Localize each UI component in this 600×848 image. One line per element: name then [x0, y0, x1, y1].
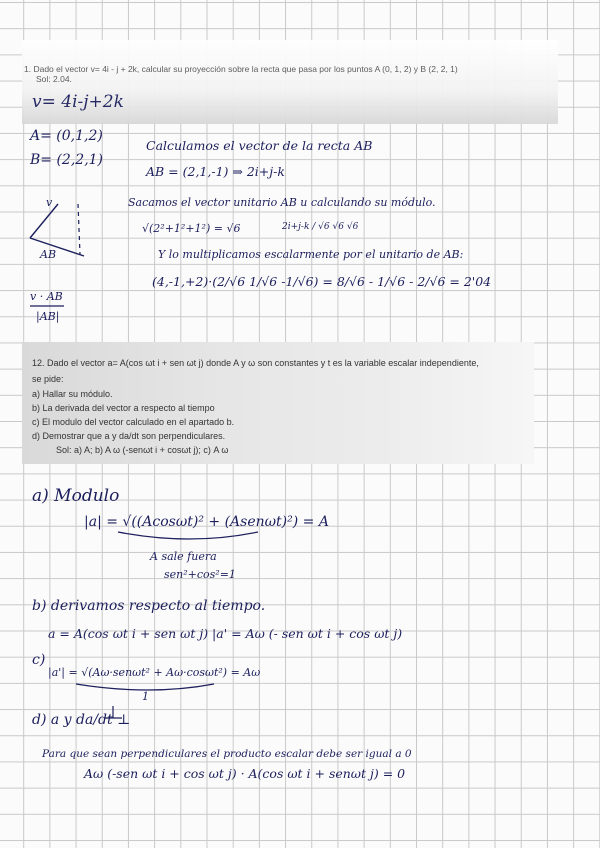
diagram-ab-line [30, 238, 84, 256]
unit-vector: 2i+j-k / √6 √6 √6 [282, 222, 359, 232]
problem-12-item-d: d) Demostrar que a y da/dt son perpendiculares. [32, 431, 226, 441]
diagram-projection-line [78, 204, 80, 254]
problem-12-item-b: b) La derivada del vector a respecto al tiempo [32, 403, 215, 413]
problem-12-line1: 12. Dado el vector a= A(cos ωt i + sen ωt j) donde A y ω son constantes y t es la variable escalar independiente, [32, 358, 479, 368]
point-a: A= (0,1,2) [30, 128, 103, 144]
brace-a [118, 532, 258, 539]
problem-1-text: 1. Dado el vector v= 4i - j + 2k, calcular su proyección sobre la recta que pasa por los puntos A (0, 1, 2) y B (2, 2, 1) [24, 64, 458, 74]
part-c-label: c) [32, 652, 46, 668]
part-b-title: b) derivamos respecto al tiempo. [32, 598, 266, 614]
diagram-v-line [30, 204, 58, 238]
part-d-label: d) a y da/dt ⊥ [32, 712, 131, 728]
diagram-label-v: v [46, 196, 53, 209]
point-b: B= (2,2,1) [30, 152, 104, 168]
problem-12-line2: se pide: [32, 374, 64, 384]
part-a-title: a) Modulo [32, 486, 120, 506]
part-b-formula: a = A(cos ωt i + sen ωt j) |a' = Aω (- sen ωt i + cos ωt j) [48, 626, 403, 641]
work1-line1: Calculamos el vector de la recta AB [146, 138, 373, 153]
work1-line2: AB = (2,1,-1) ⇒ 2i+j-k [146, 164, 285, 179]
work1-line3: Sacamos el vector unitario AB u calculando su módulo. [128, 196, 436, 209]
problem-12-statement-box [22, 342, 534, 464]
problem-1-solution: Sol: 2.04. [36, 74, 72, 84]
part-d-formula: Aω (-sen ωt i + cos ωt j) · A(cos ωt i + senωt j) = 0 [84, 766, 406, 781]
part-c-note: 1 [142, 690, 149, 703]
problem-12-item-c: c) El modulo del vector calculado en el apartado b. [32, 417, 235, 427]
part-a-note1: A sale fuera [150, 550, 217, 563]
work1-line4: Y lo multiplicamos escalarmente por el unitario de AB: [158, 248, 464, 261]
modulus-calc: √(2²+1²+1²) = √6 [142, 222, 241, 235]
part-c-formula: |a'| = √(Aω·senωt² + Aω·cosωt²) = Aω [48, 666, 261, 679]
part-a-note2: sen²+cos²=1 [164, 568, 236, 581]
diagram-label-ab: AB [40, 248, 57, 261]
formula-denominator: |AB| [36, 310, 60, 323]
part-d-text: Para que sean perpendiculares el producto escalar debe ser igual a 0 [42, 748, 412, 760]
problem-12-solution: Sol: a) A; b) A ω (-senωt i + cosωt j); c) A ω [56, 445, 229, 455]
projection-calc: (4,-1,+2)·(2/√6 1/√6 -1/√6) = 8/√6 - 1/√6 - 2/√6 = 2'04 [152, 274, 492, 289]
formula-numerator: v · AB [30, 290, 63, 303]
problem-12-item-a: a) Hallar su módulo. [32, 389, 113, 399]
part-a-formula: |a| = √((Acosωt)² + (Asenωt)²) = A [84, 514, 329, 530]
vector-v: v= 4i-j+2k [32, 92, 124, 112]
